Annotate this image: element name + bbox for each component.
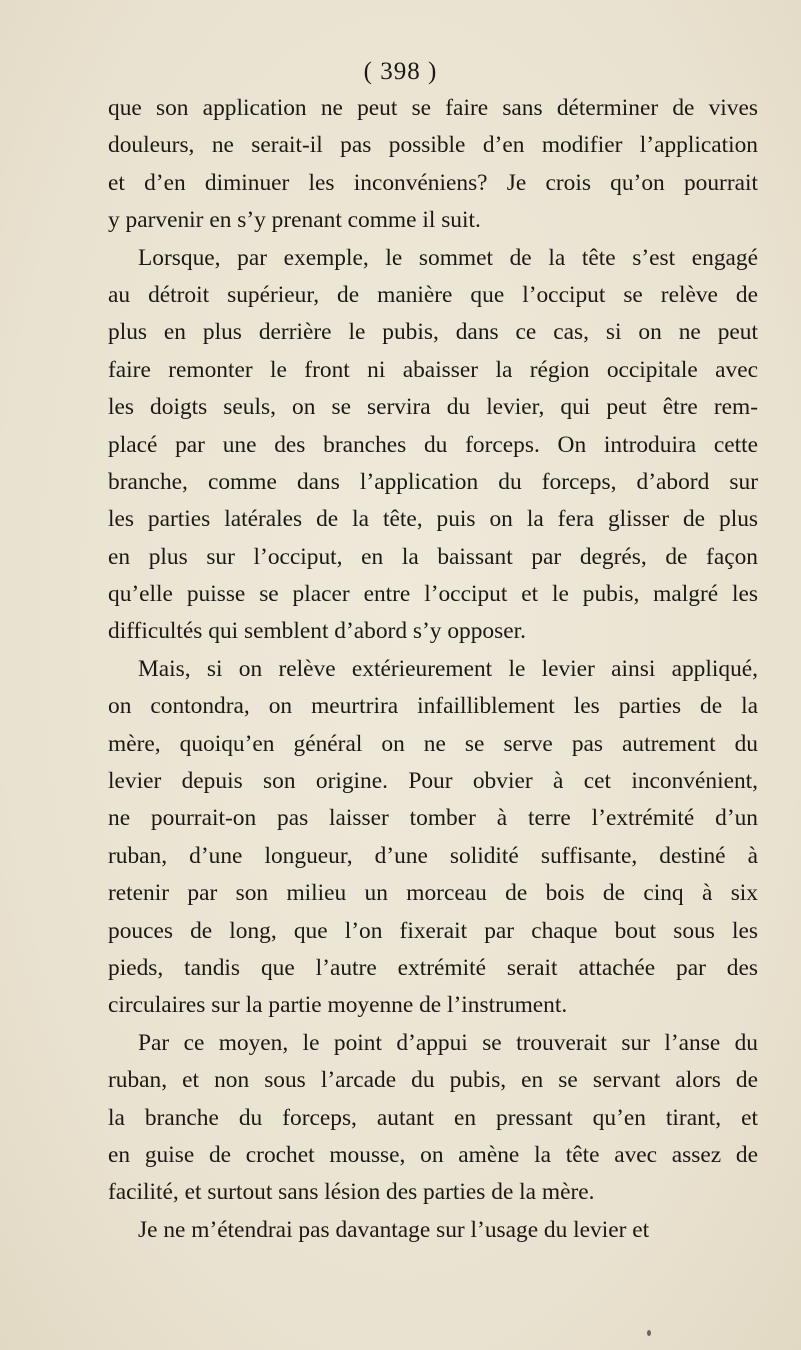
- text-line: et d’en diminuer les inconvéniens? Je crois qu’on pourrait: [108, 169, 758, 196]
- text-line: difficultés qui semblent d’abord s’y opposer.: [108, 618, 526, 645]
- text-line: ruban, et non sous l’arcade du pubis, en se servant alors de: [108, 1067, 758, 1094]
- paper-speck: [647, 1330, 651, 1336]
- text-line: branche, comme dans l’application du forceps, d’abord sur: [108, 468, 758, 495]
- text-line: au détroit supérieur, de manière que l’occiput se relève de: [108, 281, 758, 308]
- text-line: ne pourrait-on pas laisser tomber à terre l’extrémité d’un: [108, 805, 758, 832]
- text-line: douleurs, ne serait-il pas possible d’en modifier l’application: [108, 132, 758, 159]
- text-line: qu’elle puisse se placer entre l’occiput et le pubis, malgré les: [108, 581, 758, 608]
- paragraph-start-line: Par ce moyen, le point d’appui se trouverait sur l’anse du: [138, 1029, 758, 1056]
- text-line: les doigts seuls, on se servira du levier, qui peut être rem-: [108, 394, 758, 421]
- text-line: la branche du forceps, autant en pressant qu’en tirant, et: [108, 1104, 758, 1131]
- text-line: plus en plus derrière le pubis, dans ce cas, si on ne peut: [108, 319, 758, 346]
- text-line: levier depuis son origine. Pour obvier à cet inconvénient,: [108, 768, 758, 795]
- text-line: faire remonter le front ni abaisser la région occipitale avec: [108, 356, 758, 383]
- text-line: que son application ne peut se faire sans déterminer de vives: [108, 95, 758, 121]
- text-line: facilité, et surtout sans lésion des parties de la mère.: [108, 1179, 595, 1206]
- text-line: placé par une des branches du forceps. On introduira cette: [108, 431, 758, 458]
- text-line: en guise de crochet mousse, on amène la tête avec assez de: [108, 1141, 758, 1168]
- text-line: les parties latérales de la tête, puis on la fera glisser de plus: [108, 506, 758, 533]
- paragraph-start-line: Lorsque, par exemple, le sommet de la tête s’est engagé: [138, 244, 758, 271]
- paragraph-start-line: Mais, si on relève extérieurement le levier ainsi appliqué,: [138, 655, 758, 682]
- text-line: pouces de long, que l’on fixerait par chaque bout sous les: [108, 917, 758, 944]
- body-text: [108, 90, 758, 1249]
- page-number: ( 398 ): [363, 58, 438, 85]
- text-line: ruban, d’une longueur, d’une solidité suffisante, destiné à: [108, 842, 758, 869]
- text-line: on contondra, on meurtrira infailliblement les parties de la: [108, 693, 758, 720]
- text-line: y parvenir en s’y prenant comme il suit.: [108, 207, 481, 234]
- text-line: pieds, tandis que l’autre extrémité serait attachée par des: [108, 954, 758, 981]
- text-line: mère, quoiqu’en général on ne se serve pas autrement du: [108, 730, 758, 757]
- text-line: circulaires sur la partie moyenne de l’instrument.: [108, 992, 568, 1019]
- text-line: retenir par son milieu un morceau de bois de cinq à six: [108, 880, 758, 907]
- paragraph-start-line: Je ne m’étendrai pas davantage sur l’usage du levier et: [138, 1216, 650, 1243]
- text-line: en plus sur l’occiput, en la baissant par degrés, de façon: [108, 543, 758, 570]
